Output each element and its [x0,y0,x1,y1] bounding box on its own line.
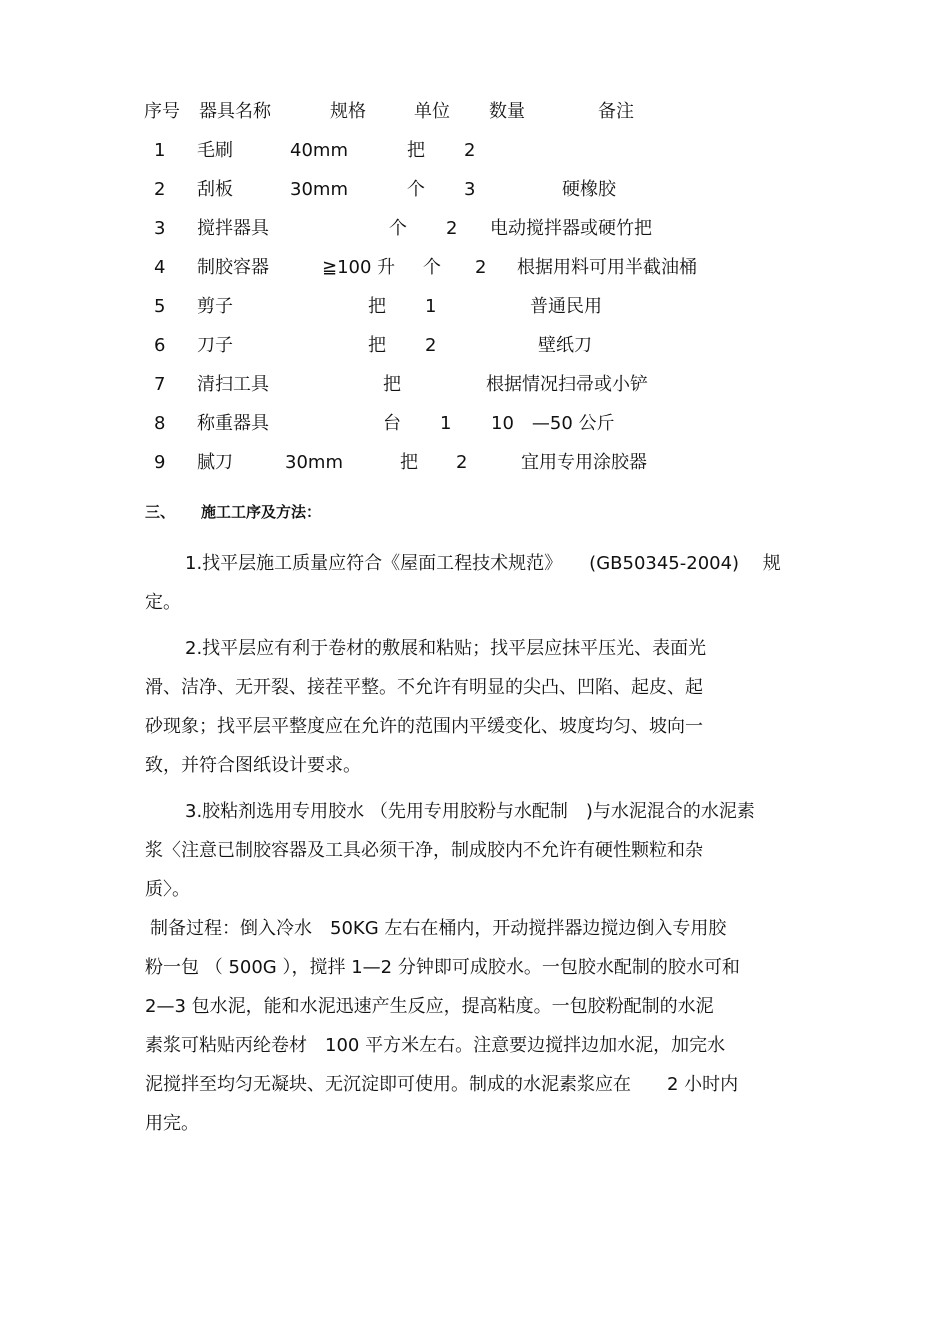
row-qty: 1 [440,413,452,434]
row-qty: 2 [464,140,476,161]
row-index: 6 [154,335,166,356]
row-unit: 把 [368,296,386,317]
paragraph-line: 用完。 [145,1113,199,1134]
row-name: 称重器具 [197,413,269,434]
paragraph-line: 2.找平层应有利于卷材的敷展和粘贴；找平层应抹平压光、表面光 [185,638,707,659]
paragraph-line: 素浆可粘贴丙纶卷材 100 平方米左右。注意要边搅拌边加水泥，加完水 [145,1035,726,1056]
section-number: 三、 [145,503,176,521]
row-name: 腻刀 [197,452,233,473]
row-remark: 电动搅拌器或硬竹把 [490,218,652,239]
table-row [0,254,950,282]
row-qty: 2 [456,452,468,473]
row-name: 搅拌器具 [197,218,269,239]
row-index: 9 [154,452,166,473]
row-unit: 个 [407,179,425,200]
row-name: 剪子 [197,296,233,317]
table-row [0,332,950,360]
paragraph-line: 泥搅拌至均匀无凝块、无沉淀即可使用。制成的水泥素浆应在 2 小时内 [145,1074,739,1095]
row-index: 3 [154,218,166,239]
table-row [0,410,950,438]
row-qty: 1 [425,296,437,317]
table-header-row [0,98,950,126]
table-row [0,137,950,165]
paragraph-line: 质〉。 [145,879,190,900]
row-name: 毛刷 [197,140,233,161]
row-qty: 2 [446,218,458,239]
row-unit: 个 [389,218,407,239]
row-remark: 宜用专用涂胶器 [521,452,647,473]
header-spec: 规格 [330,101,366,122]
header-index: 序号 [144,101,180,122]
section-heading [145,500,321,524]
paragraph-line: 粉一包 （ 500G ），搅拌 1—2 分钟即可成胶水。一包胶水配制的胶水可和 [145,957,740,978]
paragraph-line: 1.找平层施工质量应符合《屋面工程技术规范》 (GB50345-2004) 规 [185,553,781,574]
row-unit: 个 [423,257,441,278]
paragraph-line: 砂现象；找平层平整度应在允许的范围内平缓变化、坡度均匀、坡向一 [145,716,703,737]
paragraph-line: 定。 [145,592,181,613]
row-remark: 10 —50 公斤 [491,413,615,434]
table-row [0,449,950,477]
header-qty: 数量 [489,101,525,122]
row-index: 7 [154,374,166,395]
header-remark: 备注 [598,101,634,122]
header-name: 器具名称 [199,101,271,122]
row-index: 4 [154,257,166,278]
paragraph-line: 3.胶粘剂选用专用胶水 （先用专用胶粉与水配制 )与水泥混合的水泥素 [185,801,755,822]
row-name: 清扫工具 [197,374,269,395]
header-unit: 单位 [414,101,450,122]
table-row [0,176,950,204]
section-title: 施工工序及方法： [201,503,322,521]
row-remark: 根据情况扫帚或小铲 [486,374,648,395]
row-qty: 2 [475,257,487,278]
row-name: 制胶容器 [197,257,269,278]
row-name: 刀子 [197,335,233,356]
row-remark: 壁纸刀 [538,335,592,356]
row-name: 刮板 [197,179,233,200]
row-spec: 30mm [290,179,348,200]
row-remark: 根据用料可用半截油桶 [517,257,697,278]
row-remark: 硬橡胶 [562,179,616,200]
row-unit: 把 [400,452,418,473]
row-index: 8 [154,413,166,434]
table-row [0,215,950,243]
row-unit: 台 [383,413,401,434]
paragraph-line: 滑、洁净、无开裂、接茬平整。不允许有明显的尖凸、凹陷、起皮、起 [145,677,703,698]
paragraph-line: 浆〈注意已制胶容器及工具必须干净，制成胶内不允许有硬性颗粒和杂 [145,840,703,861]
row-spec: 30mm [285,452,343,473]
row-unit: 把 [368,335,386,356]
row-spec: 40mm [290,140,348,161]
row-index: 2 [154,179,166,200]
paragraph-line: 制备过程：倒入冷水 50KG 左右在桶内，开动搅拌器边搅边倒入专用胶 [150,918,727,939]
row-qty: 2 [425,335,437,356]
row-unit: 把 [383,374,401,395]
paragraph-line: 2—3 包水泥，能和水泥迅速产生反应，提高粘度。一包胶粉配制的水泥 [145,996,714,1017]
row-index: 5 [154,296,166,317]
paragraph-line: 致，并符合图纸设计要求。 [145,755,361,776]
row-spec: ≧100 升 [322,257,396,278]
row-index: 1 [154,140,166,161]
row-qty: 3 [464,179,476,200]
row-remark: 普通民用 [530,296,602,317]
table-row [0,371,950,399]
row-unit: 把 [407,140,425,161]
table-row [0,293,950,321]
